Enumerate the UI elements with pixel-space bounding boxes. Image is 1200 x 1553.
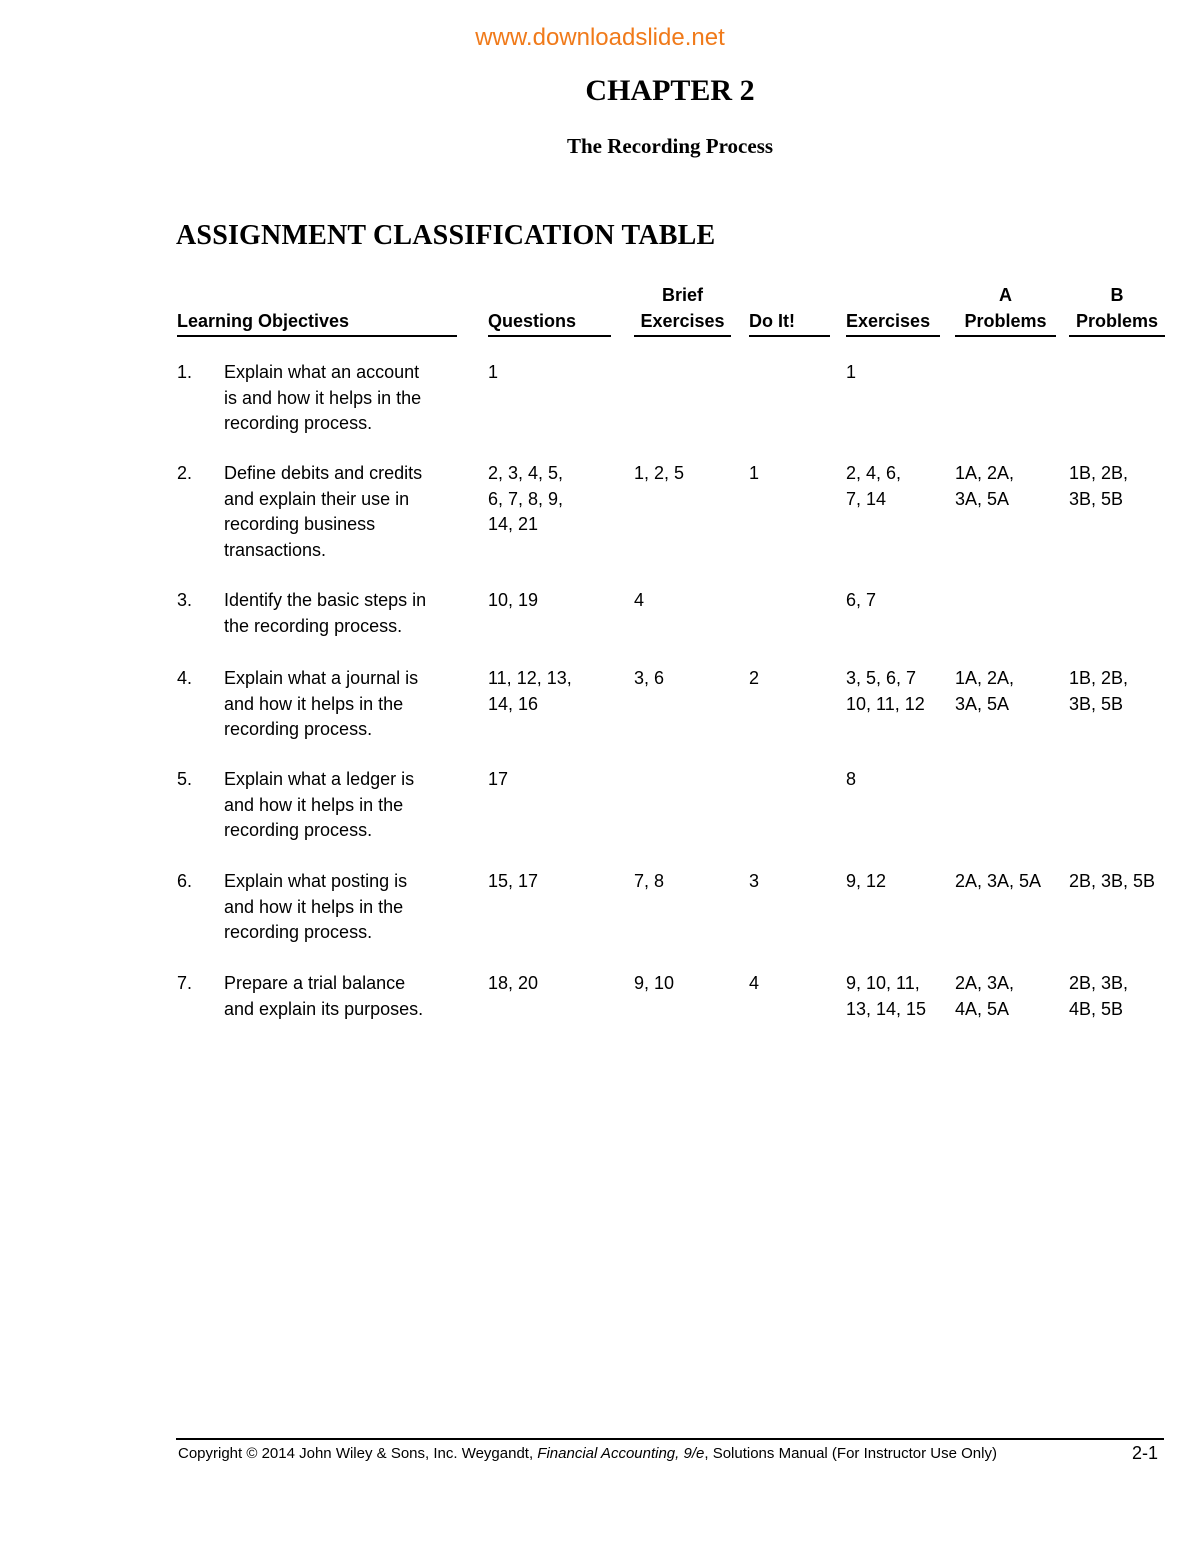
- footer-copyright-text: Copyright © 2014 John Wiley & Sons, Inc. Weygandt,: [178, 1445, 534, 1462]
- footer-copyright: [178, 1445, 997, 1462]
- brief-exercises-cell: 9, 10: [634, 973, 675, 993]
- exercises-cell: 8: [846, 769, 857, 789]
- page-number: 2-1: [1132, 1443, 1159, 1463]
- exercises-cell: 3, 5, 6, 7 10, 11, 12: [846, 668, 925, 714]
- questions-cell: 11, 12, 13, 14, 16: [488, 668, 572, 714]
- b-problems-cell: 2B, 3B, 4B, 5B: [1069, 973, 1129, 1019]
- do-it-cell: 4: [749, 973, 760, 993]
- do-it-cell: 3: [749, 871, 760, 891]
- do-it-cell: 1: [749, 463, 760, 483]
- do-it-cell: 2: [749, 668, 760, 688]
- column-header-top: A: [999, 285, 1012, 305]
- column-header-top: [177, 282, 457, 308]
- exercises-cell: 2, 4, 6, 7, 14: [846, 463, 902, 509]
- brief-exercises-cell: 3, 6: [634, 668, 665, 688]
- b-problems-cell: 1B, 2B, 3B, 5B: [1069, 668, 1129, 714]
- column-header-label: Exercises: [640, 311, 725, 331]
- chapter-subtitle: The Recording Process: [566, 134, 774, 158]
- objective-text: Identify the basic steps in the recording process.: [224, 590, 427, 636]
- brief-exercises-cell: 4: [634, 590, 645, 610]
- objective-text: Define debits and credits and explain their use in recording business transactions.: [224, 463, 423, 560]
- column-header-learning-objectives: [177, 282, 457, 337]
- footer-divider: [176, 1438, 1164, 1440]
- column-header-top: [488, 282, 611, 308]
- b-problems-cell: 1B, 2B, 3B, 5B: [1069, 463, 1129, 509]
- column-header-exercises: [846, 282, 940, 337]
- questions-cell: 1: [488, 362, 499, 382]
- footer-rest: , Solutions Manual (For Instructor Use Only): [704, 1445, 997, 1462]
- brief-exercises-cell: 7, 8: [634, 871, 665, 891]
- column-header-label: Questions: [488, 311, 577, 331]
- objective-text: Explain what a ledger is and how it helps in the recording process.: [224, 769, 415, 840]
- objective-number: 7.: [177, 973, 193, 993]
- brief-exercises-cell: 1, 2, 5: [634, 463, 685, 483]
- questions-cell: 18, 20: [488, 973, 539, 993]
- questions-cell: 17: [488, 769, 509, 789]
- column-header-label: Do It!: [749, 311, 795, 331]
- watermark-link[interactable]: www.downloadslide.net: [475, 24, 725, 51]
- chapter-title: CHAPTER 2: [585, 74, 755, 107]
- exercises-cell: 9, 12: [846, 871, 887, 891]
- column-header-top: B: [1110, 285, 1124, 305]
- a-problems-cell: 2A, 3A, 5A: [955, 871, 1042, 891]
- a-problems-cell: 1A, 2A, 3A, 5A: [955, 463, 1015, 509]
- column-header-label: Problems: [964, 311, 1047, 331]
- column-header-brief-exercises: [634, 282, 731, 337]
- a-problems-cell: 2A, 3A, 4A, 5A: [955, 973, 1015, 1019]
- exercises-cell: 6, 7: [846, 590, 877, 610]
- column-header-questions: [488, 282, 611, 337]
- footer-book-title: Financial Accounting,: [537, 1445, 680, 1462]
- objective-text: Prepare a trial balance and explain its purposes.: [224, 973, 424, 1019]
- objective-number: 6.: [177, 871, 193, 891]
- objective-text: Explain what an account is and how it helps in the recording process.: [224, 362, 422, 433]
- objective-number: 5.: [177, 769, 193, 789]
- section-heading: ASSIGNMENT CLASSIFICATION TABLE: [176, 220, 716, 251]
- objective-number: 1.: [177, 362, 193, 382]
- questions-cell: 10, 19: [488, 590, 539, 610]
- column-header-label: Problems: [1075, 311, 1159, 331]
- column-header-b-problems: [1069, 282, 1165, 337]
- objective-text: Explain what posting is and how it helps in the recording process.: [224, 871, 408, 942]
- a-problems-cell: 1A, 2A, 3A, 5A: [955, 668, 1015, 714]
- column-header-label: Exercises: [846, 311, 931, 331]
- b-problems-cell: 2B, 3B, 5B: [1069, 871, 1156, 891]
- column-header-top: Brief: [661, 285, 703, 305]
- questions-cell: 2, 3, 4, 5, 6, 7, 8, 9, 14, 21: [488, 463, 564, 534]
- column-header-label: Learning Objectives: [177, 311, 350, 331]
- exercises-cell: 1: [846, 362, 857, 382]
- objective-number: 3.: [177, 590, 193, 610]
- column-header-top: [846, 282, 940, 308]
- objective-number: 4.: [177, 668, 193, 688]
- objective-text: Explain what a journal is and how it helps in the recording process.: [224, 668, 419, 739]
- footer-edition: 9/e: [683, 1445, 705, 1462]
- exercises-cell: 9, 10, 11, 13, 14, 15: [846, 973, 927, 1019]
- column-header-top: [749, 282, 830, 308]
- questions-cell: 15, 17: [488, 871, 539, 891]
- column-header-do-it: [749, 282, 830, 337]
- objective-number: 2.: [177, 463, 193, 483]
- column-header-a-problems: [955, 282, 1056, 337]
